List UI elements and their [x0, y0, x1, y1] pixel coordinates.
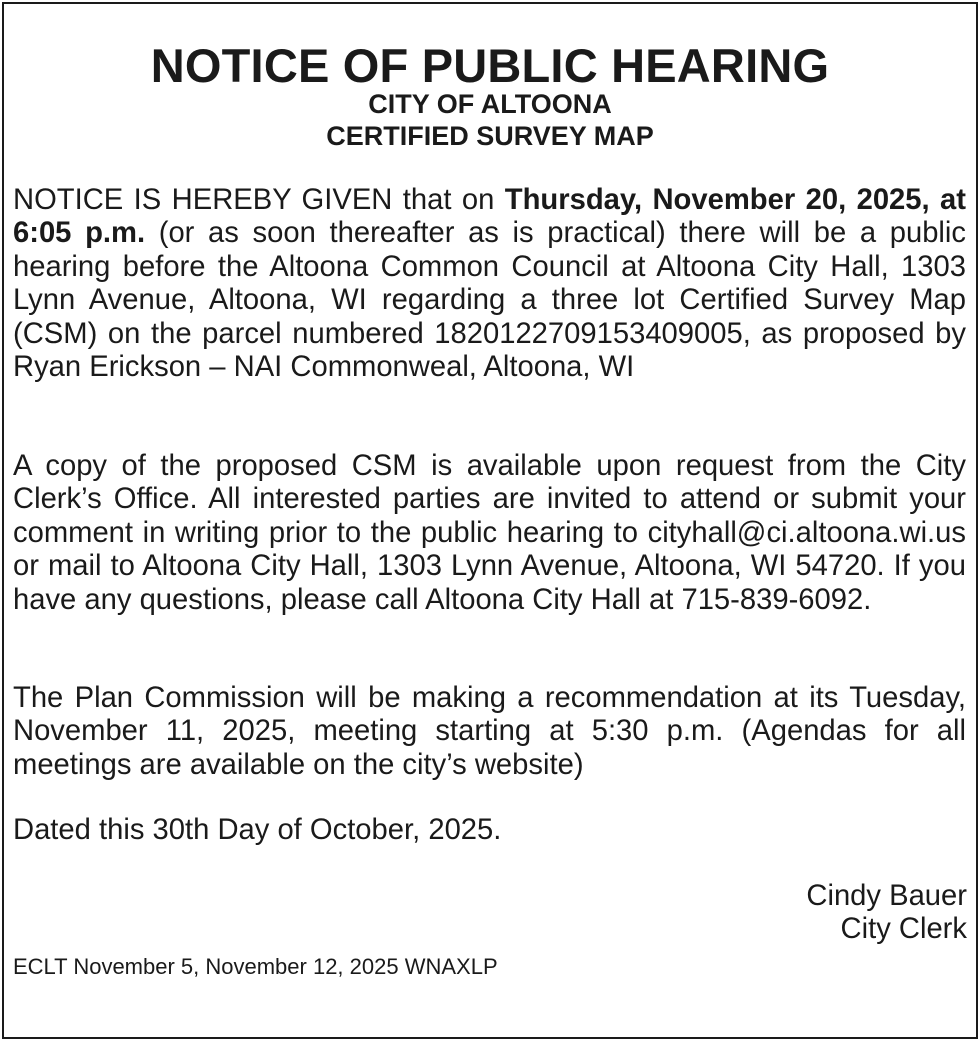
- hearing-details-text: (or as soon thereafter as is practical) there will be a public hearing before the Altoona Common Council at Altoona City Hall, 1303 Lynn Avenue, Altoona, WI regarding a three lot Certified Survey Map (CSM) on the parcel numbered 1820122709153409005, as proposed by Ryan Erickson – NAI Commonweal, Altoona, WI: [13, 217, 966, 384]
- signature-name: Cindy Bauer: [806, 880, 967, 912]
- hearing-paragraph: [13, 184, 966, 384]
- notice-subtitle-city: CITY OF ALTOONA: [368, 89, 612, 119]
- hearing-date-time: Thursday, November 20, 2025, at 6:05 p.m.: [13, 184, 966, 250]
- hearing-lead-text: NOTICE IS HEREBY GIVEN that on: [13, 184, 505, 216]
- copy-availability-paragraph: A copy of the proposed CSM is available upon request from the City Clerk’s Office. All interested parties are invited to attend or submit your comment in writing prior to the public hearing to cityhall@ci.altoona.wi.us or mail to Altoona City Hall, 1303 Lynn Avenue, Altoona, WI 54720. If you have any questions, please call Altoona City Hall at 715-839-6092.: [13, 450, 966, 616]
- plan-commission-paragraph: The Plan Commission will be making a recommendation at its Tuesday, November 11, 2025, meeting starting at 5:30 p.m. (Agendas for all meetings are available on the city’s website): [13, 682, 966, 781]
- notice-title: NOTICE OF PUBLIC HEARING: [150, 39, 830, 92]
- notice-subtitle-survey: CERTIFIED SURVEY MAP: [326, 121, 654, 151]
- publication-footer: ECLT November 5, November 12, 2025 WNAXLP: [13, 954, 498, 979]
- dated-line: Dated this 30th Day of October, 2025.: [13, 814, 502, 846]
- signature-title: City Clerk: [840, 913, 967, 945]
